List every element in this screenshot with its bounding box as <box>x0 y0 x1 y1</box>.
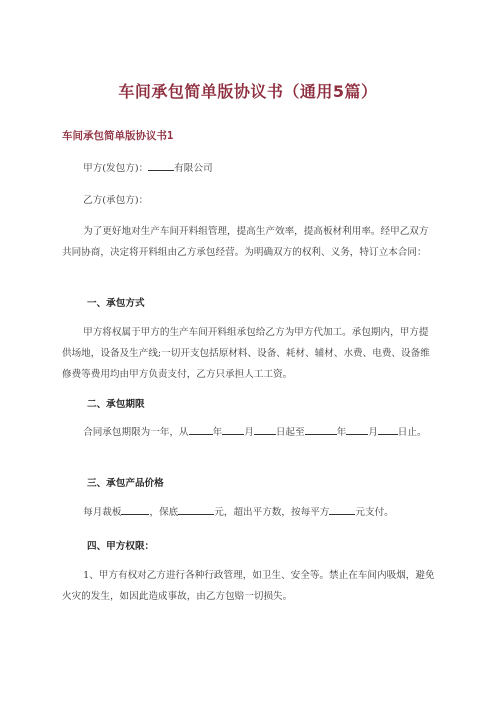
document-title: 车间承包简单版协议书（通用5篇） <box>118 82 378 101</box>
section2-text-month: 月 <box>244 427 254 438</box>
end-day-blank <box>378 424 398 435</box>
section3-paragraph <box>62 502 436 523</box>
party-a-line <box>62 158 436 179</box>
section2-text-from: 合同承包期限为一年，从 <box>83 427 189 438</box>
section4-heading: 四、甲方权限： <box>87 541 155 552</box>
section3-heading: 三、承包产品价格 <box>87 478 164 489</box>
section3-text-monthly: 每月裁板 <box>83 507 122 518</box>
start-day-blank <box>254 424 276 435</box>
price-per-sqm-blank <box>329 504 355 515</box>
party-a-suffix: 有限公司 <box>174 163 213 174</box>
section2-text-day2: 日 <box>397 427 408 438</box>
monthly-amount-blank <box>121 504 149 515</box>
start-year-blank <box>189 424 213 435</box>
section2-text-month2: 月 <box>368 427 378 438</box>
section2-heading: 二、承包期限 <box>87 399 145 410</box>
section2-text-until: 日起至 <box>275 427 305 438</box>
section3-text-minimum: ，保底 <box>149 507 179 518</box>
section2-text-year2: 年 <box>336 427 347 438</box>
section2-text-end: 止。 <box>407 427 427 438</box>
section4-paragraph: 1、甲方有权对乙方进行各种行政管理，如卫生、安全等。禁止在车间内吸烟，避免火灾的发生，如因此造成事故，由乙方包赔一切损失。 <box>62 570 435 602</box>
section2-paragraph <box>62 422 436 443</box>
intro-paragraph: 为了更好地对生产车间开料组管理，提高生产效率，提高板材利用率。经甲乙双方共同协商，决定将开料组由乙方承包经营。为明确双方的权利、义务，特订立本合同： <box>62 226 429 258</box>
end-month-blank <box>346 424 368 435</box>
section1-heading: 一、承包方式 <box>87 298 145 309</box>
section3-text-end: 元支付。 <box>355 507 394 518</box>
end-year-blank <box>305 424 337 435</box>
party-a-label: 甲方(发包方)： <box>83 163 149 174</box>
document-subtitle: 车间承包简单版协议书1 <box>62 130 174 142</box>
section2-text-year: 年 <box>212 427 223 438</box>
start-month-blank <box>222 424 244 435</box>
section1-paragraph: 甲方将权属于甲方的生产车间开料组承包给乙方为甲方代加工。承包期内，甲方提供场地，设备及生产线;一切开支包括原材料、设备、耗材、辅材、水费、电费、设备维修费等费用均由甲方负责支付，乙方只承担人工工资。 <box>62 327 430 380</box>
party-a-blank <box>148 160 174 171</box>
party-b-line: 乙方(承包方)： <box>83 195 149 206</box>
minimum-blank <box>178 504 214 515</box>
section3-text-excess: 元，超出平方数，按每平方 <box>214 507 330 518</box>
